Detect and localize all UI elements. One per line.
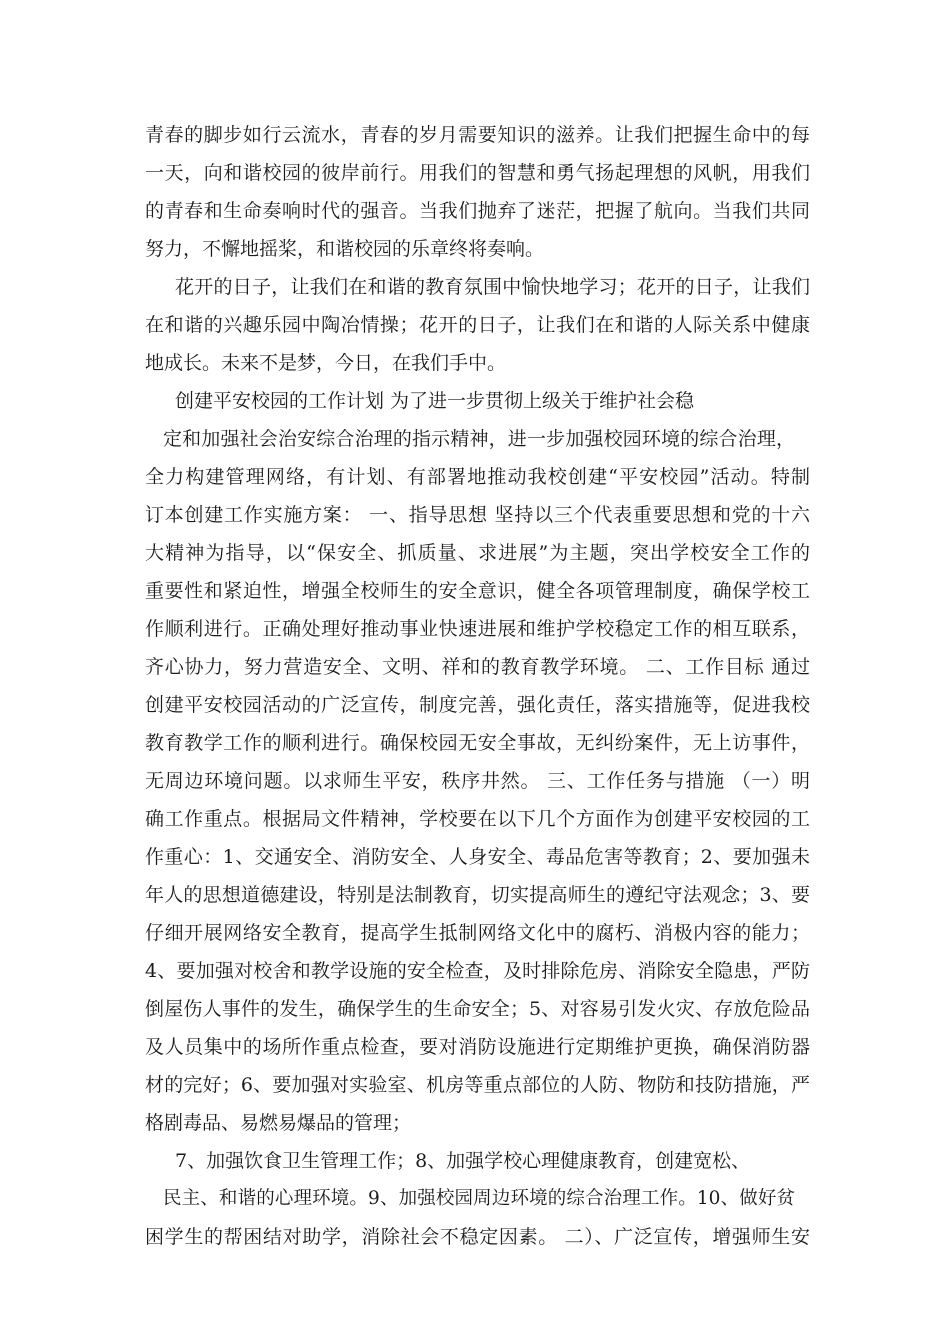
- text-line: 地成长。未来不是梦，今日，在我们手中。: [145, 352, 507, 374]
- text-line: 的青春和生命奏响时代的强音。当我们抛弃了迷茫，把握了航向。当我们共同: [145, 200, 810, 222]
- text-line: 倒屋伤人事件的发生，确保学生的生命安全；5、对容易引发火灾、存放危险品: [145, 998, 810, 1020]
- text-line: 确工作重点。根据局文件精神，学校要在以下几个方面作为创建平安校园的工: [145, 808, 810, 830]
- text-line: 在和谐的兴趣乐园中陶冶情操；花开的日子，让我们在和谐的人际关系中健康: [145, 314, 810, 336]
- text-line: 民主、和谐的心理环境。9、加强校园周边环境的综合治理工作。10、做好贫: [163, 1188, 795, 1209]
- text-line: 及人员集中的场所作重点检查，要对消防设施进行定期维护更换，确保消防器: [145, 1036, 810, 1058]
- text-line: 7、加强饮食卫生管理工作；8、加强学校心理健康教育，创建宽松、: [175, 1150, 751, 1172]
- text-line: 订本创建工作实施方案： 一、指导思想 坚持以三个代表重要思想和党的十六: [145, 504, 810, 526]
- text-line: 定和加强社会治安综合治理的指示精神，进一步加强校园环境的综合治理，: [163, 428, 795, 450]
- text-line: 仔细开展网络安全教育，提高学生抵制网络文化中的腐朽、消极内容的能力；: [145, 922, 810, 944]
- text-line: 努力，不懈地摇桨，和谐校园的乐章终将奏响。: [145, 238, 545, 260]
- text-line: 齐心协力，努力营造安全、文明、祥和的教育教学环境。 二、工作目标 通过: [145, 656, 810, 678]
- text-line: 创建平安校园活动的广泛宣传，制度完善，强化责任，落实措施等，促进我校: [145, 694, 810, 716]
- text-line: 青春的脚步如行云流水，青春的岁月需要知识的滋养。让我们把握生命中的每: [145, 124, 810, 146]
- text-line: 作顺利进行。正确处理好推动事业快速进展和维护学校稳定工作的相互联系，: [145, 618, 810, 640]
- text-line: 重要性和紧迫性，增强全校师生的安全意识，健全各项管理制度，确保学校工: [145, 580, 810, 602]
- text-line: 材的完好；6、要加强对实验室、机房等重点部位的人防、物防和技防措施，严: [145, 1074, 810, 1096]
- text-line: 无周边环境问题。以求师生平安，秩序井然。 三、工作任务与措施 （一）明: [145, 770, 810, 792]
- text-line: 教育教学工作的顺利进行。确保校园无安全事故，无纠纷案件，无上访事件，: [145, 732, 810, 754]
- text-line: 4、要加强对校舍和教学设施的安全检查，及时排除危房、消除安全隐患，严防: [145, 960, 810, 982]
- text-line: 格剧毒品、易燃易爆品的管理；: [145, 1112, 412, 1134]
- text-line: 年人的思想道德建设，特别是法制教育，切实提高师生的遵纪守法观念；3、要: [145, 884, 810, 906]
- text-line: 困学生的帮困结对助学，消除社会不稳定因素。 二）、广泛宣传，增强师生安: [145, 1226, 810, 1248]
- text-line: 大精神为指导，以“保安全、抓质量、求进展”为主题，突出学校安全工作的: [145, 542, 810, 564]
- text-line: 作重心：1、交通安全、消防安全、人身安全、毒品危害等教育；2、要加强未: [145, 846, 810, 868]
- text-line: 一天，向和谐校园的彼岸前行。用我们的智慧和勇气扬起理想的风帆，用我们: [145, 162, 810, 184]
- text-line: 花开的日子，让我们在和谐的教育氛围中愉快地学习；花开的日子，让我们: [175, 276, 810, 298]
- text-line: 全力构建管理网络，有计划、有部署地推动我校创建“平安校园”活动。特制: [145, 466, 810, 488]
- text-line: 创建平安校园的工作计划 为了进一步贯彻上级关于维护社会稳: [175, 390, 695, 412]
